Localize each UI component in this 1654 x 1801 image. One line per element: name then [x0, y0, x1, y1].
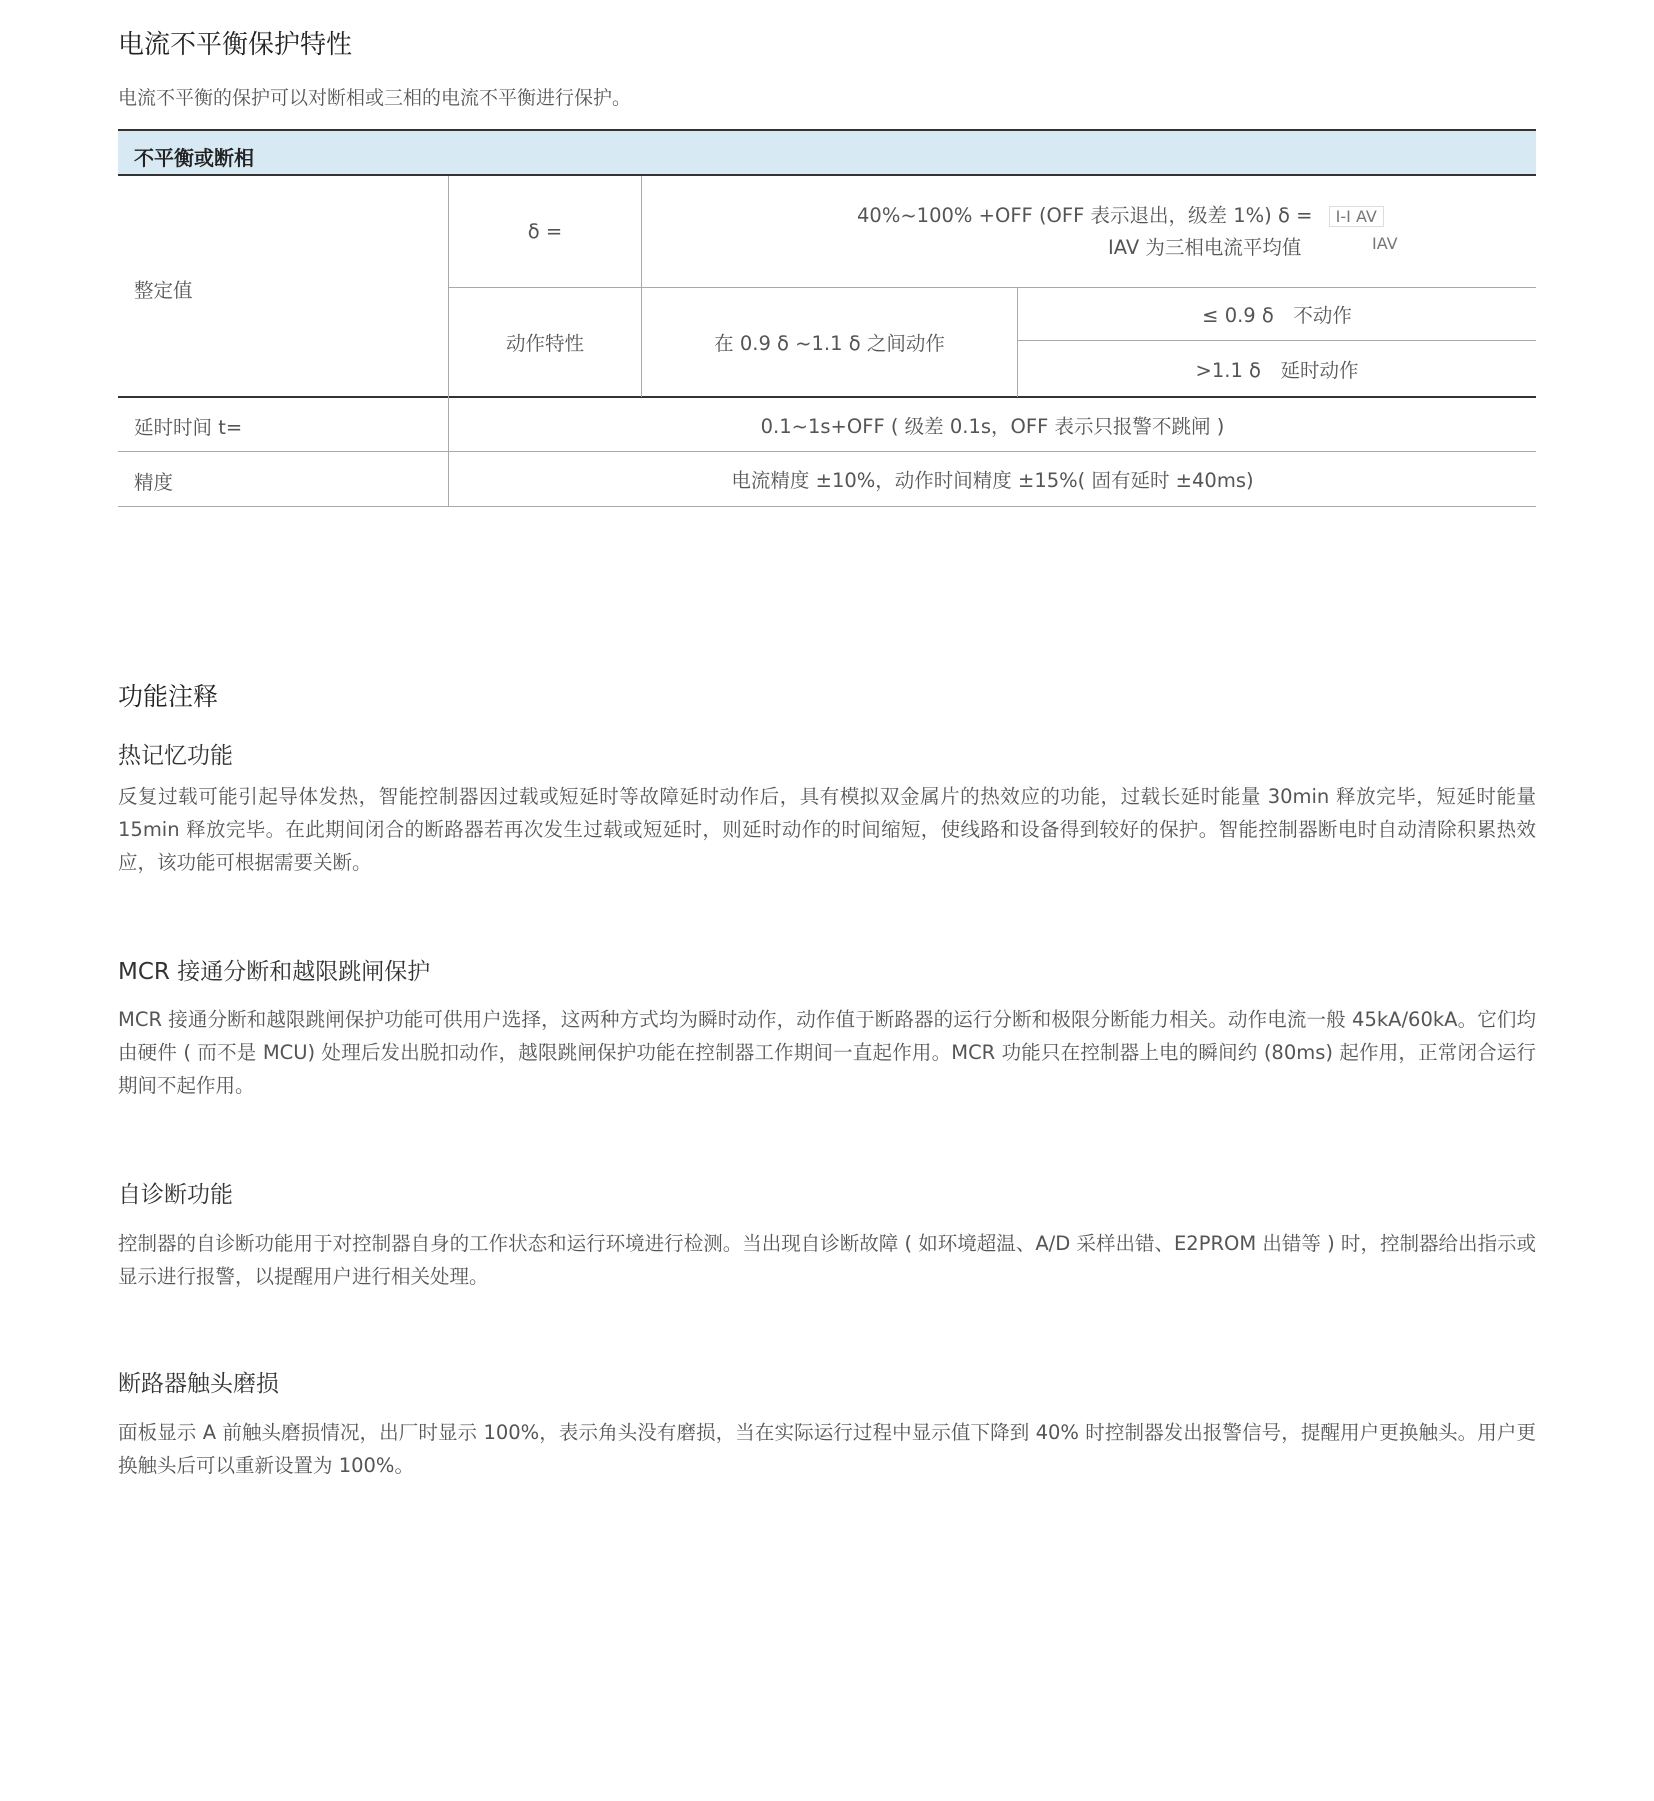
contact-wear-body: 面板显示 A 前触头磨损情况，出厂时显示 100%，表示角头没有磨损，当在实际运行过程中显示值下降到 40% 时控制器发出报警信号，提醒用户更换触头。用户更换触头后可以重新设置为 100%。	[118, 1421, 1536, 1477]
iav-note: IAV 为三相电流平均值	[1108, 236, 1302, 259]
contact-wear-title: 断路器触头磨损	[118, 1371, 279, 1397]
self-diagnosis-title: 自诊断功能	[118, 1182, 233, 1208]
table-header	[118, 129, 1536, 176]
accuracy-value: 电流精度 ±10%，动作时间精度 ±15%( 固有延时 ±40ms)	[731, 469, 1254, 492]
delay-action: >1.1 δ 延时动作	[1195, 358, 1359, 382]
formula-numerator: I-I AV	[1329, 206, 1384, 227]
action-label: 动作特性	[505, 332, 584, 355]
thermal-memory-body: 反复过载可能引起导体发热，智能控制器因过载或短延时等故障延时动作后，具有模拟双金属片的热效应的功能，过载长延时能量 30min 释放完毕，短延时能量 15min 释放完毕。在此期间闭合的断路器若再次发生过载或短延时，则延时动作的时间缩短，使线路和设备得到较好的保护。智能控制器断电时自动清除积累热效应，该功能可根据需要关断。	[118, 785, 1536, 874]
no-action: ≤ 0.9 δ 不动作	[1202, 304, 1352, 327]
mcr-title: MCR 接通分断和越限跳闸保护	[118, 959, 431, 985]
formula-denominator: IAV	[1372, 234, 1398, 253]
unbalance-table	[118, 129, 1536, 507]
thermal-memory-title: 热记忆功能	[118, 743, 233, 769]
intro-text: 电流不平衡的保护可以对断相或三相的电流不平衡进行保护。	[118, 87, 632, 109]
setting-label: 整定值	[134, 279, 193, 302]
delta-setting-cell	[642, 176, 1536, 287]
notes-title: 功能注释	[118, 682, 219, 711]
action-range: 在 0.9 δ ~1.1 δ 之间动作	[714, 332, 945, 355]
accuracy-label: 精度	[134, 471, 174, 494]
mcr-body: MCR 接通分断和越限跳闸保护功能可供用户选择，这两种方式均为瞬时动作，动作值于断路器的运行分断和极限分断能力相关。动作电流一般 45kA/60kA。它们均由硬件 ( 而不是 MCU) 处理后发出脱扣动作，越限跳闸保护功能在控制器工作期间一直起作用。MCR 功能只在控制器上电的瞬间约 (80ms) 起作用，正常闭合运行期间不起作用。	[118, 1008, 1536, 1097]
page-title: 电流不平衡保护特性	[118, 30, 353, 60]
delay-time-label: 延时时间 t=	[134, 416, 243, 439]
delta-label: δ =	[527, 220, 563, 243]
delta-range: 40%~100% +OFF (OFF 表示退出，级差 1%) δ =	[857, 204, 1313, 227]
table-divider	[118, 506, 1536, 507]
table-header-label: 不平衡或断相	[134, 146, 254, 170]
delay-time-value: 0.1~1s+OFF ( 级差 0.1s，OFF 表示只报警不跳闸 )	[760, 414, 1225, 438]
self-diagnosis-body: 控制器的自诊断功能用于对控制器自身的工作状态和运行环境进行检测。当出现自诊断故障 ( 如环境超温、A/D 采样出错、E2PROM 出错等 ) 时，控制器给出指示或显示进行报警，以提醒用户进行相关处理。	[118, 1232, 1536, 1288]
